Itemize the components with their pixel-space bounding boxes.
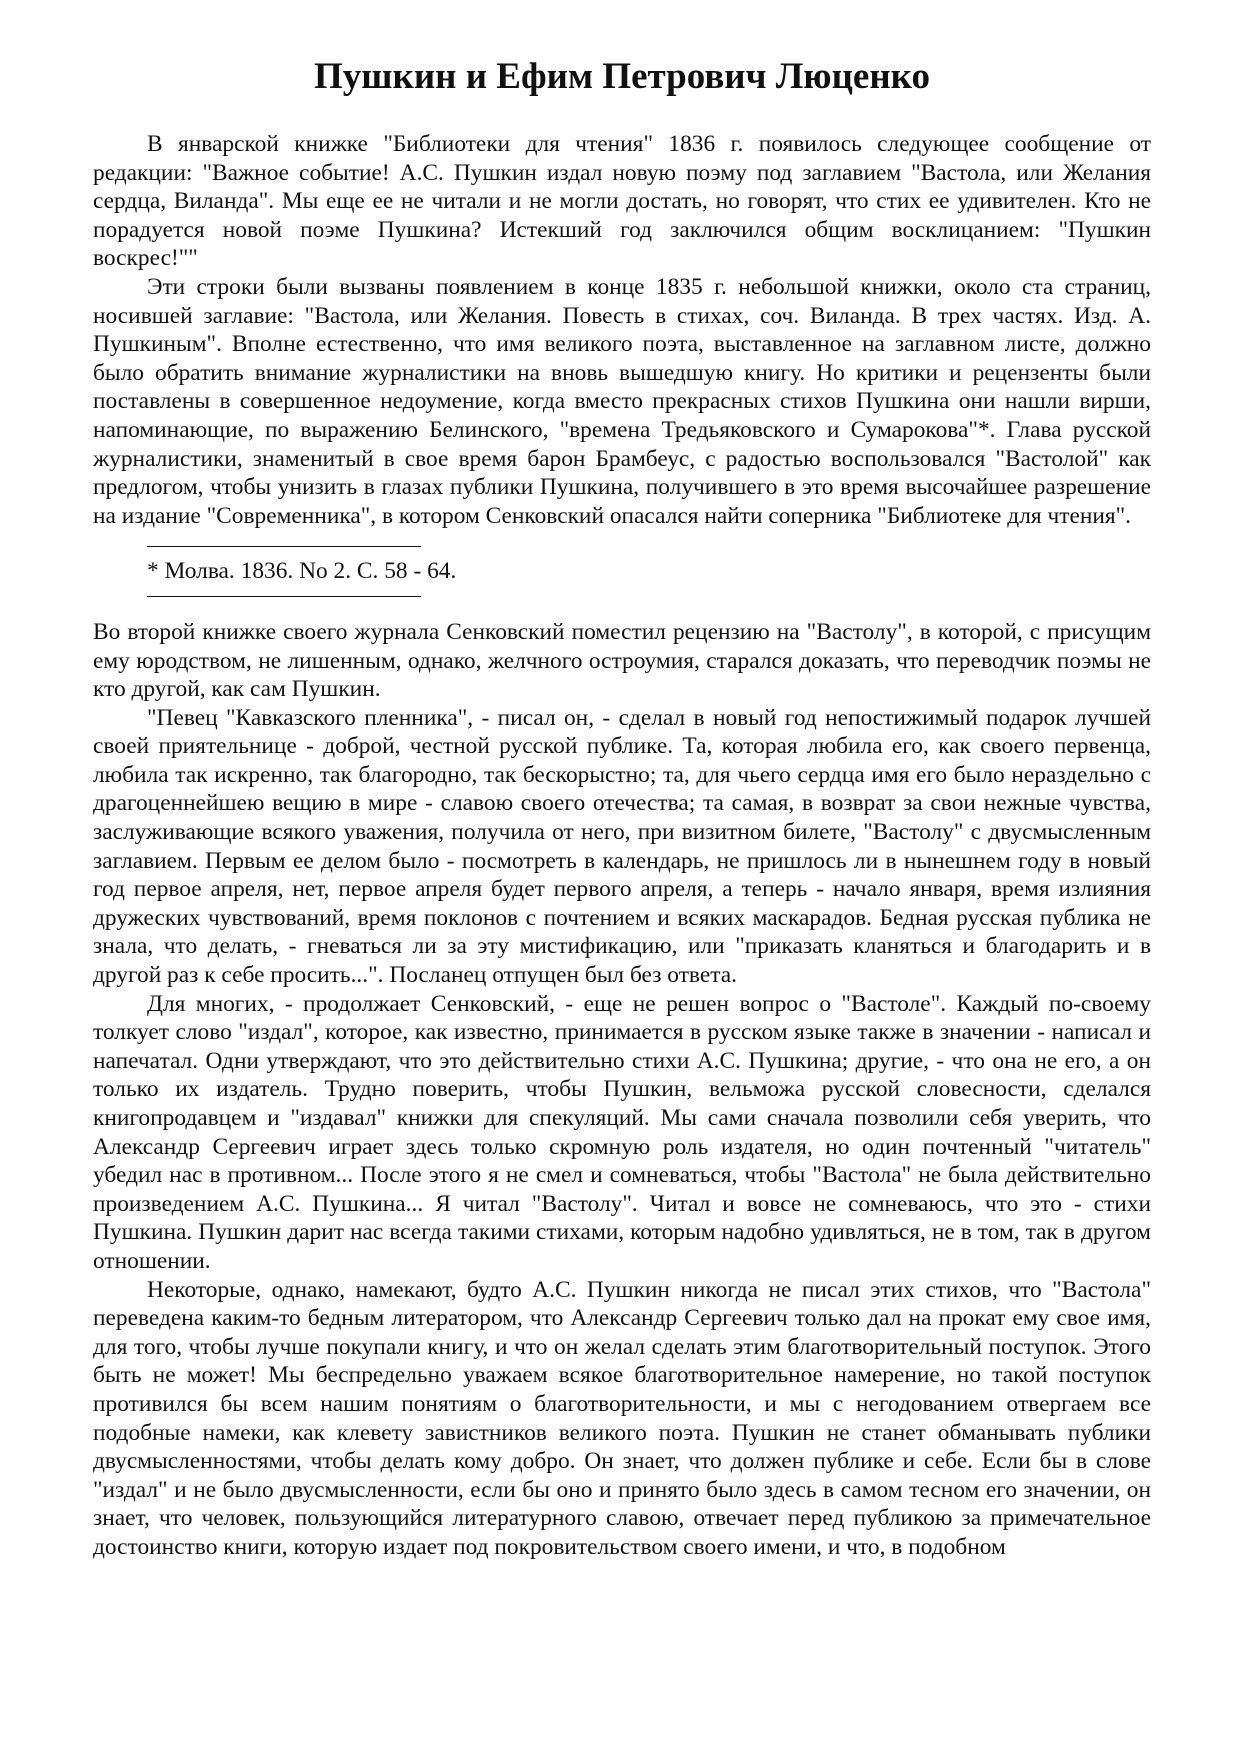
paragraph-6: Некоторые, однако, намекают, будто А.С. Пушкин никогда не писал этих стихов, что "Вастола" переведена каким-то бедным литератором, что Александр Сергеевич только дал на прокат ему свое имя, для того, чтобы лучше покупали книгу, и что он желал сделать этим благотворительный поступок. Этого быть не может! Мы беспредельно уважаем всякое благотворительное намерение, но такой поступок противился бы всем нашим понятиям о благотворительности, и мы с негодованием отвергаем все подобные намеки, как клевету завистников великого поэта. Пушкин не станет обманывать публики двусмысленностями, чтобы делать кому добро. Он знает, что должен публике и себе. Если бы в слове "издал" и не было двусмысленности, если бы оно и принято было здесь в самом тесном его значении, он знает, что человек, пользующийся литературного славою, отвечает перед публикою за примечательное достоинство книги, которую издает под покровительством своего имени, и что, в подобном	[93, 1276, 1151, 1560]
footnote-divider-top	[147, 546, 421, 547]
footnote-text: * Молва. 1836. No 2. С. 58 - 64.	[147, 558, 457, 585]
page-title: Пушкин и Ефим Петрович Люценко	[314, 56, 930, 97]
paragraph-5: Для многих, - продолжает Сенковский, - еще не решен вопрос о "Вастоле". Каждый по-своему толкует слово "издал", которое, как известно, принимается в русском языке также в значении - написал и напечатал. Одни утверждают, что это действительно стихи А.С. Пушкина; другие, - что она не его, а он только их издатель. Трудно поверить, чтобы Пушкин, вельможа русской словесности, сделался книгопродавцем и "издавал" книжки для спекуляций. Мы сами сначала позволили себя уверить, что Александр Сергеевич играет здесь только скромную роль издателя, но один почтенный "читатель" убедил нас в противном... После этого я не смел и сомневаться, чтобы "Вастола" не была действительно произведением А.С. Пушкина... Я читал "Вастолу". Читал и вовсе не сомневаюсь, что это - стихи Пушкина. Пушкин дарит нас всегда такими стихами, которым надобно удивляться, не в том, так в другом отношении.	[93, 990, 1151, 1274]
footnote-block	[147, 546, 1151, 597]
paragraph-1: В январской книжке "Библиотеки для чтения" 1836 г. появилось следующее сообщение от редакции: "Важное событие! А.С. Пушкин издал новую поэму под заглавием "Вастола, или Желания сердца, Виланда". Мы еще ее не читали и не могли достать, но говорят, что стих ее удивителен. Кто не порадуется новой поэме Пушкина? Истекший год заключился общим восклицанием: "Пушкин воскрес!""	[93, 131, 1151, 272]
document-page	[93, 55, 1151, 1562]
paragraph-4: "Певец "Кавказского пленника", - писал он, - сделал в новый год непостижимый подарок лучшей своей приятельнице - доброй, честной русской публике. Та, которая любила его, как своего первенца, любила так искренно, так благородно, так бескорыстно; та, для чьего сердца имя его было нераздельно с драгоценнейшею вещию в мире - славою своего отечества; та самая, в возврат за свои нежные чувства, заслуживающие всякого уважения, получила от него, при визитном билете, "Вастолу" с двусмысленным заглавием. Первым ее делом было - посмотреть в календарь, не пришлось ли в нынешнем году в новый год первое апреля, нет, первое апреля будет первого апреля, а теперь - начало января, время излияния дружеских чувствований, время поклонов с почтением и всяких маскарадов. Бедная русская публика не знала, что делать, - гневаться ли за эту мистификацию, или "приказать кланяться и благодарить и в другой раз к себе просить...". Посланец отпущен был без ответа.	[93, 704, 1151, 989]
paragraph-2: Эти строки были вызваны появлением в конце 1835 г. небольшой книжки, около ста страниц, носившей заглавие: "Вастола, или Желания. Повесть в стихах, соч. Виланда. В трех частях. Изд. А. Пушкиным". Вполне естественно, что имя великого поэта, выставленное на заглавном листе, должно было обратить внимание журналистики на вновь вышедшую книгу. Но критики и рецензенты были поставлены в совершенное недоумение, когда вместо прекрасных стихов Пушкина они нашли вирши, напоминающие, по выражению Белинского, "времена Тредьяковского и Сумарокова"*. Глава русской журналистики, знаменитый в свое время барон Брамбеус, с радостью воспользовался "Вастолой" как предлогом, чтобы унизить в глазах публики Пушкина, получившего в это время высочайшее разрешение на издание "Современника", в котором Сенковский опасался найти соперника "Библиотеке для чтения".	[93, 273, 1151, 529]
footnote-divider-bottom	[147, 596, 421, 597]
paragraph-3: Во второй книжке своего журнала Сенковский поместил рецензию на "Вастолу", в которой, с присущим ему юродством, не лишенным, однако, желчного остроумия, старался доказать, что переводчик поэмы не кто другой, как сам Пушкин.	[93, 618, 1151, 703]
